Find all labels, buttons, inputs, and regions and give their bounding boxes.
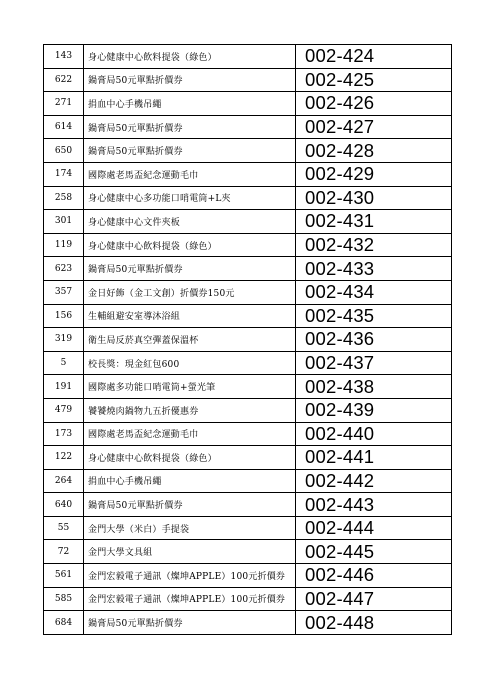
prize-item-cell: 鍋膏局50元單點折價券 [84,68,296,92]
table-row [44,45,452,69]
table-row [44,516,452,540]
table-row [44,92,452,116]
row-number-cell: 640 [44,493,84,517]
prize-code-cell: 002-430 [296,186,452,210]
prize-code-cell: 002-437 [296,351,452,375]
prize-code-cell: 002-440 [296,422,452,446]
prize-code-cell: 002-436 [296,328,452,352]
prize-item-cell: 金門宏毅電子通訊（燦坤APPLE）100元折價券 [84,564,296,588]
row-number-cell: 479 [44,398,84,422]
row-number-cell: 614 [44,115,84,139]
prize-item-cell: 國際處老馬盃紀念運動毛巾 [84,422,296,446]
prize-item-cell: 鍋膏局50元單點折價券 [84,139,296,163]
prize-item-cell: 金門大學（米白）手提袋 [84,516,296,540]
prize-item-cell: 身心健康中心飲料提袋（綠色） [84,446,296,470]
prize-code-cell: 002-441 [296,446,452,470]
row-number-cell: 143 [44,45,84,69]
prize-code-cell: 002-427 [296,115,452,139]
table-row [44,115,452,139]
table-row [44,257,452,281]
prize-code-cell: 002-434 [296,280,452,304]
table-row [44,186,452,210]
row-number-cell: 561 [44,564,84,588]
row-number-cell: 258 [44,186,84,210]
row-number-cell: 55 [44,516,84,540]
prize-code-cell: 002-445 [296,540,452,564]
prize-table [43,44,452,635]
row-number-cell: 119 [44,233,84,257]
table-row [44,139,452,163]
table-row [44,304,452,328]
row-number-cell: 173 [44,422,84,446]
prize-item-cell: 捐血中心手機吊繩 [84,92,296,116]
table-row [44,493,452,517]
table-row [44,540,452,564]
row-number-cell: 174 [44,162,84,186]
table-row [44,398,452,422]
row-number-cell: 585 [44,587,84,611]
table-row [44,233,452,257]
table-row [44,611,452,635]
row-number-cell: 319 [44,328,84,352]
row-number-cell: 156 [44,304,84,328]
prize-item-cell: 金門宏毅電子通訊（燦坤APPLE）100元折價券 [84,587,296,611]
row-number-cell: 301 [44,210,84,234]
prize-item-cell: 衛生局反菸真空彈蓋保溫杯 [84,328,296,352]
table-row [44,446,452,470]
prize-code-cell: 002-426 [296,92,452,116]
row-number-cell: 72 [44,540,84,564]
table-row [44,587,452,611]
prize-item-cell: 饕饕燒肉鍋物九五折優惠券 [84,398,296,422]
row-number-cell: 191 [44,375,84,399]
prize-item-cell: 生輔組避安室導沐浴組 [84,304,296,328]
table-row [44,328,452,352]
prize-item-cell: 鍋膏局50元單點折價券 [84,115,296,139]
prize-code-cell: 002-438 [296,375,452,399]
prize-code-cell: 002-429 [296,162,452,186]
row-number-cell: 264 [44,469,84,493]
prize-code-cell: 002-425 [296,68,452,92]
table-row [44,351,452,375]
prize-code-cell: 002-432 [296,233,452,257]
prize-item-cell: 金門大學文具組 [84,540,296,564]
prize-code-cell: 002-444 [296,516,452,540]
prize-code-cell: 002-442 [296,469,452,493]
table-row [44,210,452,234]
prize-item-cell: 國際處多功能口哨電筒+螢光筆 [84,375,296,399]
prize-item-cell: 金日好飾（金工文創）折價券150元 [84,280,296,304]
table-row [44,564,452,588]
table-row [44,422,452,446]
row-number-cell: 5 [44,351,84,375]
prize-code-cell: 002-433 [296,257,452,281]
prize-item-cell: 身心健康中心多功能口哨電筒+L夾 [84,186,296,210]
row-number-cell: 357 [44,280,84,304]
table-row [44,280,452,304]
table-row [44,375,452,399]
prize-item-cell: 捐血中心手機吊繩 [84,469,296,493]
table-row [44,162,452,186]
prize-code-cell: 002-443 [296,493,452,517]
prize-code-cell: 002-428 [296,139,452,163]
prize-item-cell: 國際處老馬盃紀念運動毛巾 [84,162,296,186]
table-row [44,68,452,92]
prize-code-cell: 002-446 [296,564,452,588]
prize-code-cell: 002-447 [296,587,452,611]
prize-item-cell: 身心健康中心飲料提袋（綠色） [84,233,296,257]
table-row [44,469,452,493]
prize-item-cell: 鍋膏局50元單點折價券 [84,257,296,281]
prize-code-cell: 002-431 [296,210,452,234]
prize-item-cell: 身心健康中心文件夾板 [84,210,296,234]
prize-table-body [44,45,452,635]
prize-code-cell: 002-435 [296,304,452,328]
row-number-cell: 684 [44,611,84,635]
row-number-cell: 122 [44,446,84,470]
row-number-cell: 622 [44,68,84,92]
row-number-cell: 271 [44,92,84,116]
prize-item-cell: 校長獎：現金紅包600 [84,351,296,375]
prize-code-cell: 002-448 [296,611,452,635]
prize-code-cell: 002-439 [296,398,452,422]
row-number-cell: 623 [44,257,84,281]
prize-item-cell: 鍋膏局50元單點折價券 [84,493,296,517]
prize-item-cell: 鍋膏局50元單點折價券 [84,611,296,635]
prize-code-cell: 002-424 [296,45,452,69]
row-number-cell: 650 [44,139,84,163]
prize-item-cell: 身心健康中心飲料提袋（綠色） [84,45,296,69]
